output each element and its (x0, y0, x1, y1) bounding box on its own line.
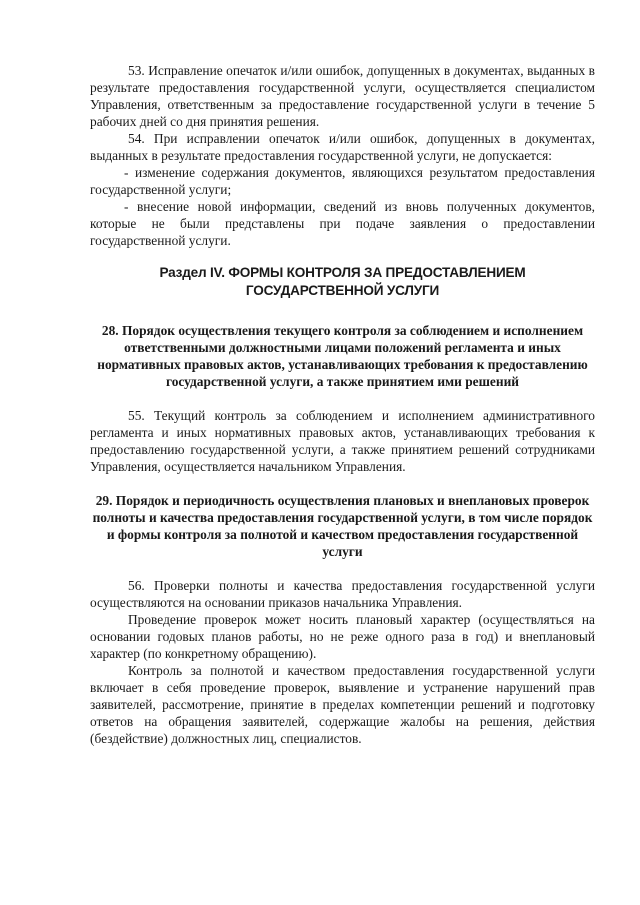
paragraph-55: 55. Текущий контроль за соблюдением и исполнением административного регламента и иных нормативных правовых актов, устанавливающих требования к предоставлению государственной услуги, а также принятием решений сотрудниками Управления, осуществляется начальником Управления. (90, 408, 595, 474)
paragraph-56-control: Контроль за полнотой и качеством предоставления государственной услуги включает в себя проведение проверок, выявление и устранение нарушений прав заявителей, рассмотрение, принятие в пределах компетенции решений и подготовку ответов на обращения заявителей, содержащие жалобы на решения, действия (бездействие) должностных лиц, специалистов. (90, 663, 595, 746)
paragraph-56: 56. Проверки полноты и качества предоставления государственной услуги осуществляются на основании приказов начальника Управления. (90, 578, 595, 610)
subsection-heading-29: 29. Порядок и периодичность осуществления плановых и внеплановых проверок полноты и качества предоставления государственной услуги, в том числе порядок и формы контроля за полнотой и качеством предоставления государственной услуги (92, 493, 593, 559)
subsection-heading-28: 28. Порядок осуществления текущего контроля за соблюдением и исполнением ответственными должностными лицами положений регламента и иных нормативных правовых актов, устанавливающих требования к предоставлению государственной услуги, а также принятием ими решений (97, 323, 588, 389)
section-title-line: ГОСУДАРСТВЕННОЙ УСЛУГИ (245, 283, 440, 298)
document-page (90, 62, 595, 747)
paragraph-56-checks: Проведение проверок может носить плановый характер (осуществляться на основании годовых планов работы, но не реже одного раза в год) и внеплановый характер (по конкретному обращению). (90, 612, 595, 661)
section-title (100, 264, 585, 300)
section-title-line: Раздел IV. ФОРМЫ КОНТРОЛЯ ЗА ПРЕДОСТАВЛЕНИЕМ (159, 265, 526, 280)
paragraph-53: 53. Исправление опечаток и/или ошибок, допущенных в документах, выданных в результате предоставления государственной услуги, осуществляется специалистом Управления, ответственным за предоставление государственной услуги в течение 5 рабочих дней со дня принятия решения. (90, 63, 595, 129)
list-item: - изменение содержания документов, являющихся результатом предоставления государственной услуги; (90, 165, 595, 197)
list-item: - внесение новой информации, сведений из вновь полученных документов, которые не были представлены при подаче заявления о предоставлении государственной услуги. (90, 199, 595, 248)
paragraph-54: 54. При исправлении опечаток и/или ошибок, допущенных в документах, выданных в результате предоставления государственной услуги, не допускается: (90, 131, 595, 163)
